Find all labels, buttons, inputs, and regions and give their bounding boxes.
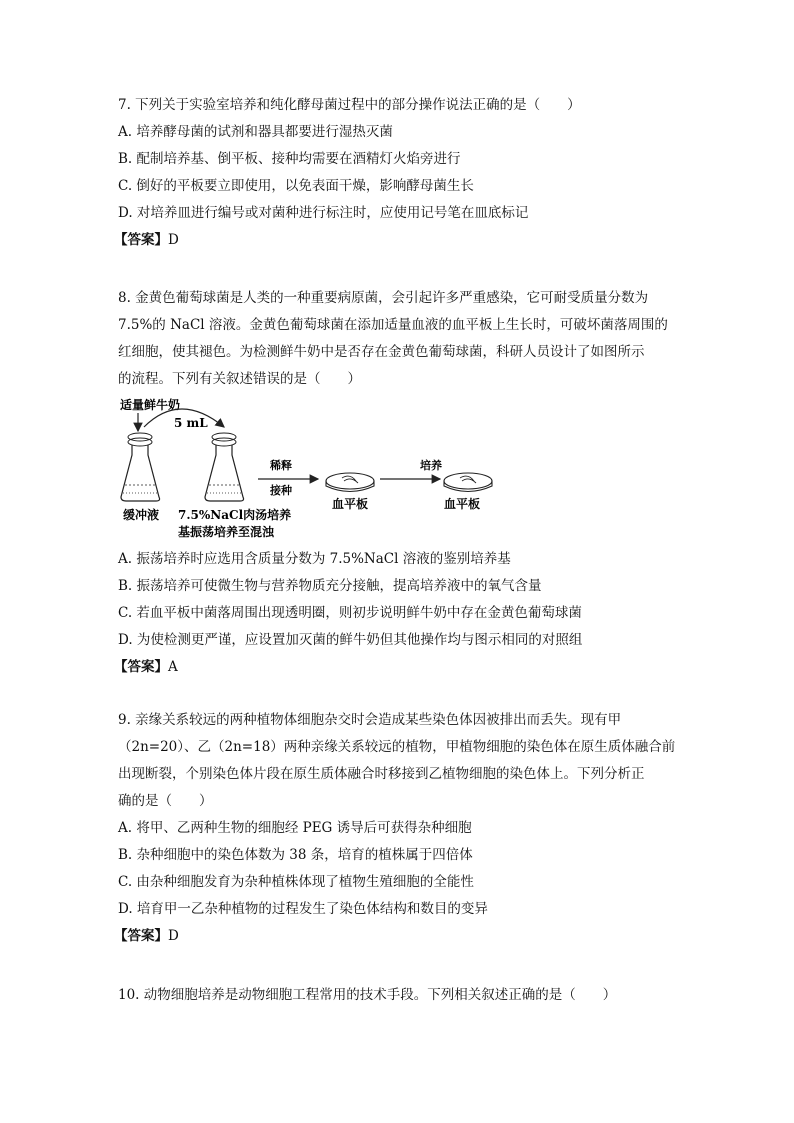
question-9-stem-line: （2n=20）、乙（2n=18）两种亲缘关系较远的植物，甲植物细胞的染色体在原生质体融合前 [118, 739, 676, 755]
answer-label: 【答案】 [114, 659, 168, 675]
question-9-option-c: C. 由杂种细胞发育为杂种植株体现了植物生殖细胞的全能性 [118, 874, 474, 890]
question-7-option-d: D. 对培养皿进行编号或对菌种进行标注时，应使用记号笔在皿底标记 [118, 205, 529, 221]
answer-value: A [168, 659, 178, 675]
question-9-stem-line: 确的是（ ） [118, 793, 213, 809]
question-7-stem: 7. 下列关于实验室培养和纯化酵母菌过程中的部分操作说法正确的是（ ） [118, 97, 581, 113]
question-8-option-a: A. 振荡培养时应选用含质量分数为 7.5%NaCl 溶液的鉴别培养基 [118, 551, 511, 567]
answer-value: D [168, 928, 179, 944]
result-plate-label: 血平板 [444, 497, 481, 511]
question-9-stem-line: 9. 亲缘关系较远的两种植物体细胞杂交时会造成某些染色体因被排出而丢失。现有甲 [118, 712, 622, 728]
question-8-stem-line: 8. 金黄色葡萄球菌是人类的一种重要病原菌，会引起许多严重感染，它可耐受质量分数为 [118, 290, 649, 306]
question-8-option-b: B. 振荡培养可使微生物与营养物质充分接触，提高培养液中的氧气含量 [118, 578, 542, 594]
dilute-label: 稀释 [270, 459, 292, 472]
question-9 [114, 707, 678, 950]
question-8-options [114, 546, 678, 681]
answer-label: 【答案】 [114, 928, 168, 944]
blood-plate-icon [326, 473, 374, 492]
flask-broth-icon [205, 433, 244, 501]
blood-plate-label: 血平板 [332, 497, 369, 511]
question-10 [118, 982, 678, 1009]
answer-label: 【答案】 [114, 232, 168, 248]
question-8-stem-line: 的流程。下列有关叙述错误的是（ ） [118, 371, 361, 387]
question-9-option-b: B. 杂种细胞中的染色体数为 38 条，培育的植株属于四倍体 [118, 847, 473, 863]
question-10-stem: 10. 动物细胞培养是动物细胞工程常用的技术手段。下列相关叙述正确的是（ ） [118, 987, 617, 1003]
question-9-answer [114, 923, 678, 950]
flask-buffer-icon [121, 433, 160, 501]
volume-label: 5 mL [174, 416, 208, 430]
question-8-answer [114, 654, 678, 681]
question-8-option-d: D. 为使检测更严谨，应设置加灭菌的鲜牛奶但其他操作均与图示相同的对照组 [118, 632, 583, 648]
flask-broth-label-line2: 基振荡培养至混浊 [178, 525, 275, 539]
question-7-option-a: A. 培养酵母菌的试剂和器具都要进行湿热灭菌 [118, 124, 393, 140]
milk-label: 适量鲜牛奶 [120, 398, 181, 412]
question-8-stem-line: 红细胞，使其褪色。为检测鲜牛奶中是否存在金黄色葡萄球菌，科研人员设计了如图所示 [118, 344, 645, 360]
question-9-option-d: D. 培育甲一乙杂种植物的过程发生了染色体结构和数目的变异 [118, 901, 488, 917]
question-8-stem-line: 7.5%的 NaCl 溶液。金黄色葡萄球菌在添加适量血液的血平板上生长时，可破坏菌落周围的 [118, 317, 668, 333]
question-9-option-a: A. 将甲、乙两种生物的细胞经 PEG 诱导后可获得杂种细胞 [118, 820, 472, 836]
question-8-option-c: C. 若血平板中菌落周围出现透明圈，则初步说明鲜牛奶中存在金黄色葡萄球菌 [118, 605, 582, 621]
question-8 [118, 285, 678, 393]
inoculate-label: 接种 [270, 484, 292, 497]
question-7-option-b: B. 配制培养基、倒平板、接种均需要在酒精灯火焰旁进行 [118, 151, 461, 167]
question-7 [114, 92, 678, 254]
culture-flow-diagram [118, 397, 498, 547]
flask-buffer-label: 缓冲液 [123, 508, 160, 522]
flask-broth-label-line1: 7.5%NaCl肉汤培养 [178, 508, 292, 522]
question-7-option-c: C. 倒好的平板要立即使用，以免表面干燥，影响酵母菌生长 [118, 178, 474, 194]
culture-label: 培养 [420, 459, 442, 472]
question-9-stem-line: 出现断裂，个别染色体片段在原生质体融合时移接到乙植物细胞的染色体上。下列分析正 [118, 766, 645, 782]
question-7-answer [114, 227, 678, 254]
blood-plate-result-icon [444, 473, 492, 492]
answer-value: D [168, 232, 179, 248]
question-8-figure [118, 397, 498, 547]
